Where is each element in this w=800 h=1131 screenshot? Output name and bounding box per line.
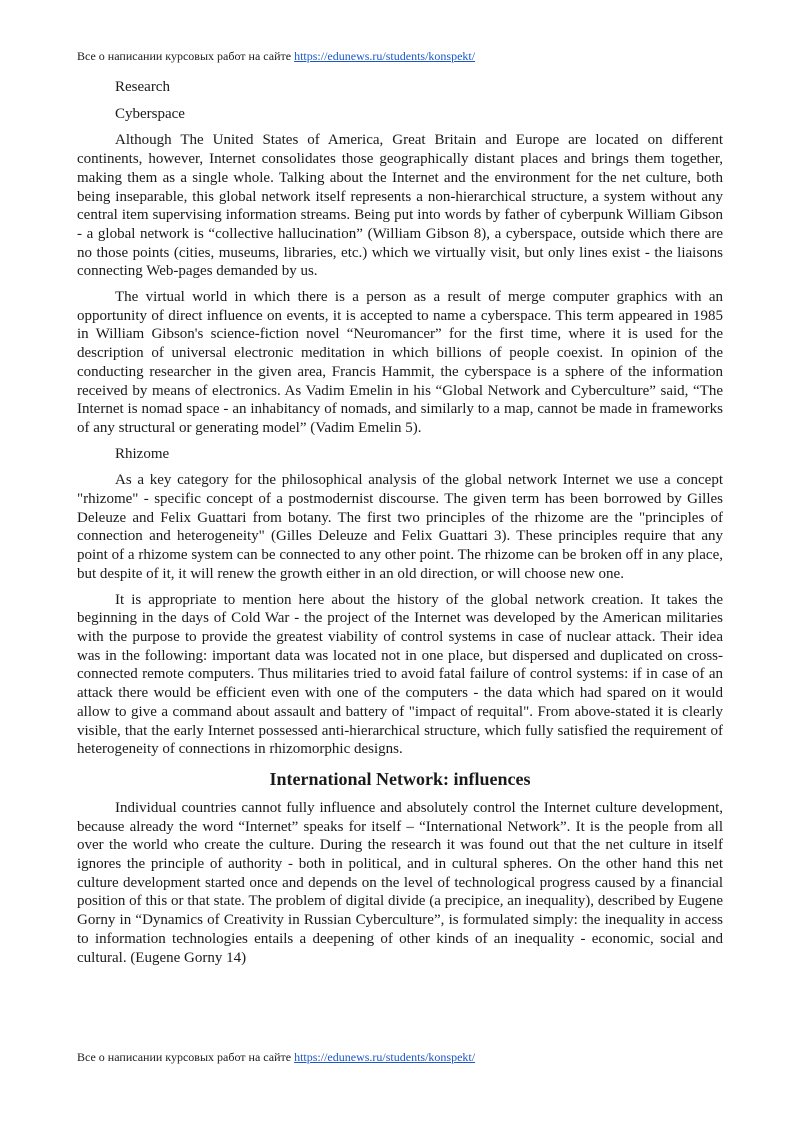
section-label-rhizome: Rhizome	[115, 445, 170, 462]
paragraph-3: As a key category for the philosophical analysis of the global network Internet we use a concept "rhizome" - specific concept of a postmodernist discourse. The given term has been borrowed by Gilles Deleuze and Felix Guattari from botany. The first two principles of the rhizome are the "principles of connection and heterogeneity" (Gilles Deleuze and Felix Guattari 3). These principles require that any point of a rhizome system can be connected to any other point. The rhizome can be broken off in any place, but despite of it, it will renew the growth either in an old direction, or will choose new one.	[77, 472, 723, 582]
document-body	[77, 78, 723, 974]
page-footer	[77, 1049, 475, 1065]
header-text: Все о написании курсовых работ на сайте	[77, 49, 295, 63]
page-header	[77, 48, 475, 64]
footer-text: Все о написании курсовых работ на сайте	[77, 1050, 295, 1064]
header-link[interactable]: https://edunews.ru/students/konspekt/	[294, 49, 476, 63]
paragraph-2: The virtual world in which there is a person as a result of merge computer graphics with an opportunity of direct influence on events, it is accepted to name a cyberspace. This term appeared in 1985 in William Gibson's science-fiction novel “Neuromancer” for the first time, where it is used for the description of universal electronic meditation in which billions of people coexist. In opinion of the conducting researcher in the given area, Francis Hammit, the cyberspace is a sphere of the information received by means of electronics. As Vadim Emelin in his “Global Network and Cyberculture” said, “The Internet is nomad space - an inhabitancy of nomads, and similarly to a map, cannot be made in frameworks of any structural or generating model” (Vadim Emelin 5).	[77, 289, 723, 436]
paragraph-1: Although The United States of America, Great Britain and Europe are located on different continents, however, Internet consolidates those geographically distant places and brings them together, making them as a single whole. Talking about the Internet and the environment for the net culture, both being inseparable, this global network itself represents a non-hierarchical structure, a system without any central item supervising information streams. Being put into words by father of cyberpunk William Gibson - a global network is “collective hallucination” (William Gibson 8), a cyberspace, outside which there are no those points (cities, museums, libraries, etc.) which we virtually visit, but only lines exist - the liaisons connecting Web-pages demanded by us.	[77, 132, 723, 280]
paragraph-4: It is appropriate to mention here about the history of the global network creation. It takes the beginning in the days of Cold War - the project of the Internet was developed by the American militaries with the purpose to provide the greatest viability of control systems in case of nuclear attack. Their idea was in the following: important data was located not in one place, but dispersed and duplicated on cross-connected remote computers. Thus militaries tried to avoid fatal failure of control systems: if in case of an attack there would be efficient even with one of the computers - the data which had spared on it would allow to give a command about assault and battery of "impact of requital". From above-stated it is clearly visible, that the early Internet possessed anti-hierarchical structure, which fully satisfied the requirement of heterogeneity of connections in rhizomorphic designs.	[77, 591, 723, 758]
section-label-research: Research	[115, 79, 170, 95]
section-label-cyberspace: Cyberspace	[115, 105, 185, 122]
paragraph-5: Individual countries cannot fully influence and absolutely control the Internet culture development, because already the word “Internet” speaks for itself – “International Network”. It is the people from all over the world who create the culture. During the research it was found out that the net culture in itself ignores the principle of authority - both in political, and in cultural spheres. On the other hand this net culture development started once and depends on the level of technological progress caused by a financial position of this or that state. The problem of digital divide (a precipice, an inequality), described by Eugene Gorny in “Dynamics of Creativity in Russian Cyberculture”, is formulated simply: the inequality in access to information technologies entails a deepening of other kinds of an inequality - economic, social and cultural. (Eugene Gorny 14)	[77, 799, 723, 966]
section-heading: International Network: influences	[269, 768, 531, 789]
footer-link[interactable]: https://edunews.ru/students/konspekt/	[294, 1050, 476, 1064]
